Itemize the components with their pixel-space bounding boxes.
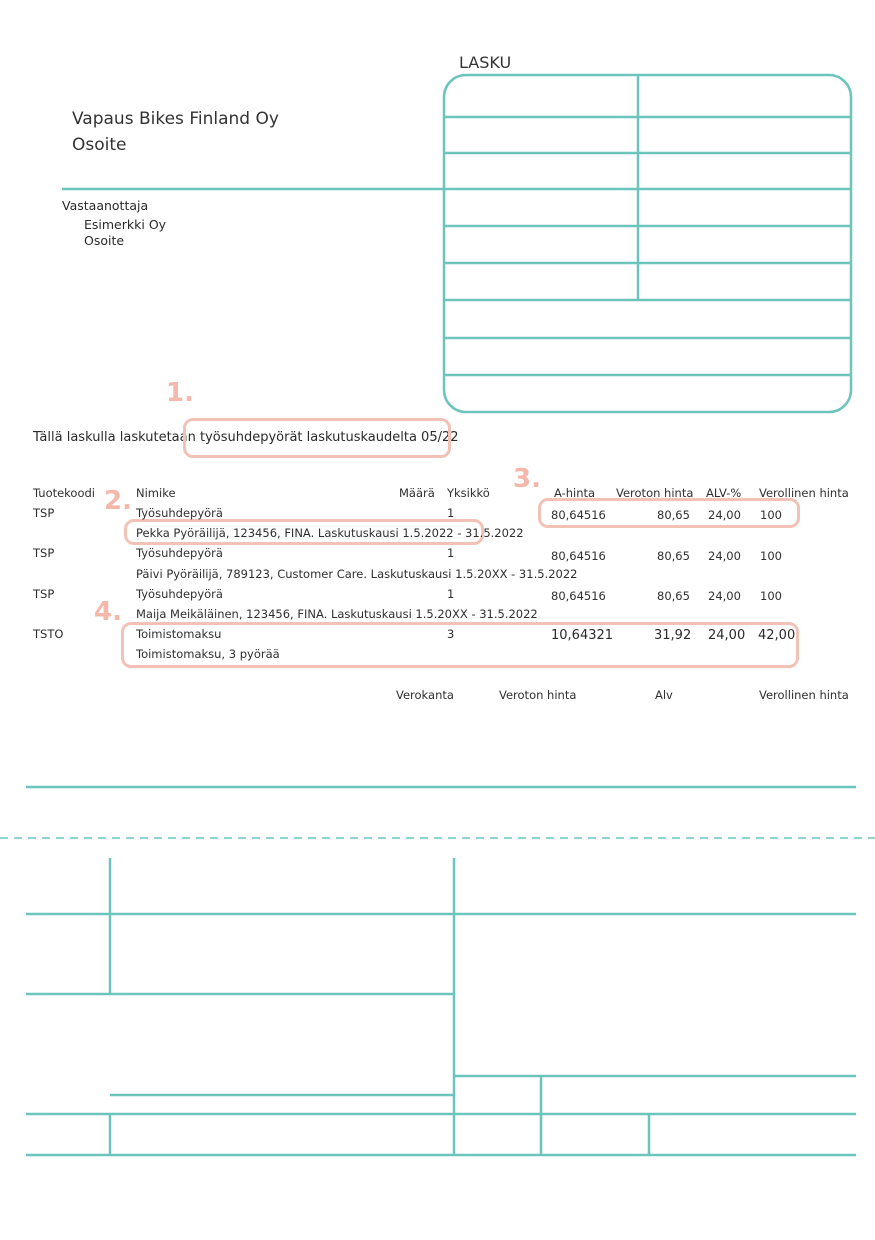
row-vat-pct: 24,00 bbox=[708, 589, 741, 603]
annotation-marker-1: 1. bbox=[166, 378, 194, 408]
intro-prefix: Tällä laskulla laskutetaan bbox=[33, 430, 200, 445]
row-item: Työsuhdepyörä bbox=[136, 587, 223, 601]
col-net: Veroton hinta bbox=[616, 486, 694, 500]
col-gross: Verollinen hinta bbox=[759, 486, 849, 500]
row-net: 80,65 bbox=[657, 549, 690, 563]
row-vat-pct: 24,00 bbox=[708, 549, 741, 563]
row-code: TSP bbox=[33, 587, 55, 601]
col-qty: Määrä bbox=[399, 486, 435, 500]
row-description: Pekka Pyöräilijä, 123456, FINA. Laskutuskausi 1.5.2022 - 31.5.2022 bbox=[136, 526, 524, 540]
row-net: 80,65 bbox=[657, 508, 690, 522]
sender-name: Vapaus Bikes Finland Oy bbox=[72, 109, 279, 129]
col-unit-price: A-hinta bbox=[554, 486, 596, 500]
row-unit-price: 80,64516 bbox=[551, 549, 606, 563]
summary-vat: Alv bbox=[655, 688, 673, 702]
row-item: Toimistomaksu bbox=[136, 627, 222, 641]
row-unit: 1 bbox=[447, 506, 455, 520]
header-info-box bbox=[444, 75, 851, 412]
col-item: Nimike bbox=[136, 486, 176, 500]
col-vat-pct: ALV-% bbox=[706, 486, 742, 500]
row-gross: 100 bbox=[760, 549, 782, 563]
recipient-name: Esimerkki Oy bbox=[84, 217, 167, 232]
summary-rate: Verokanta bbox=[396, 688, 454, 702]
row-vat-pct: 24,00 bbox=[708, 508, 741, 522]
row-unit-price: 80,64516 bbox=[551, 508, 606, 522]
row-item: Työsuhdepyörä bbox=[136, 546, 223, 560]
row-code: TSP bbox=[33, 546, 55, 560]
row-gross: 42,00 bbox=[758, 628, 796, 643]
annotation-marker-2: 2. bbox=[104, 486, 132, 516]
recipient-address: Osoite bbox=[84, 233, 125, 248]
row-unit: 3 bbox=[447, 627, 455, 641]
summary-net: Veroton hinta bbox=[499, 688, 577, 702]
row-net: 31,92 bbox=[654, 628, 692, 643]
row-description: Maija Meikäläinen, 123456, FINA. Laskutuskausi 1.5.20XX - 31.5.2022 bbox=[136, 607, 538, 621]
row-unit: 1 bbox=[447, 546, 455, 560]
col-unit: Yksikkö bbox=[447, 486, 490, 500]
invoice-title: LASKU bbox=[459, 53, 512, 72]
row-unit: 1 bbox=[447, 587, 455, 601]
row-item: Työsuhdepyörä bbox=[136, 506, 223, 520]
sender-address: Osoite bbox=[72, 135, 127, 155]
row-gross: 100 bbox=[760, 508, 782, 522]
highlight-billing-period bbox=[183, 418, 451, 458]
row-unit-price: 10,64321 bbox=[551, 628, 614, 643]
row-code: TSP bbox=[33, 506, 55, 520]
row-net: 80,65 bbox=[657, 589, 690, 603]
row-description: Toimistomaksu, 3 pyörää bbox=[136, 647, 280, 661]
row-vat-pct: 24,00 bbox=[708, 628, 746, 643]
intro-period: työsuhdepyörät laskutuskaudelta 05/22 bbox=[199, 430, 459, 445]
recipient-label: Vastaanottaja bbox=[62, 198, 149, 213]
highlight-office-fee bbox=[121, 622, 799, 668]
annotation-marker-3: 3. bbox=[513, 464, 541, 494]
row-gross: 100 bbox=[760, 589, 782, 603]
row-unit-price: 80,64516 bbox=[551, 589, 606, 603]
row-code: TSTO bbox=[33, 627, 64, 641]
row-description: Päivi Pyöräilijä, 789123, Customer Care. Laskutuskausi 1.5.20XX - 31.5.2022 bbox=[136, 567, 578, 581]
col-code: Tuotekoodi bbox=[33, 486, 96, 500]
annotation-marker-4: 4. bbox=[94, 597, 122, 627]
summary-gross: Verollinen hinta bbox=[759, 688, 849, 702]
